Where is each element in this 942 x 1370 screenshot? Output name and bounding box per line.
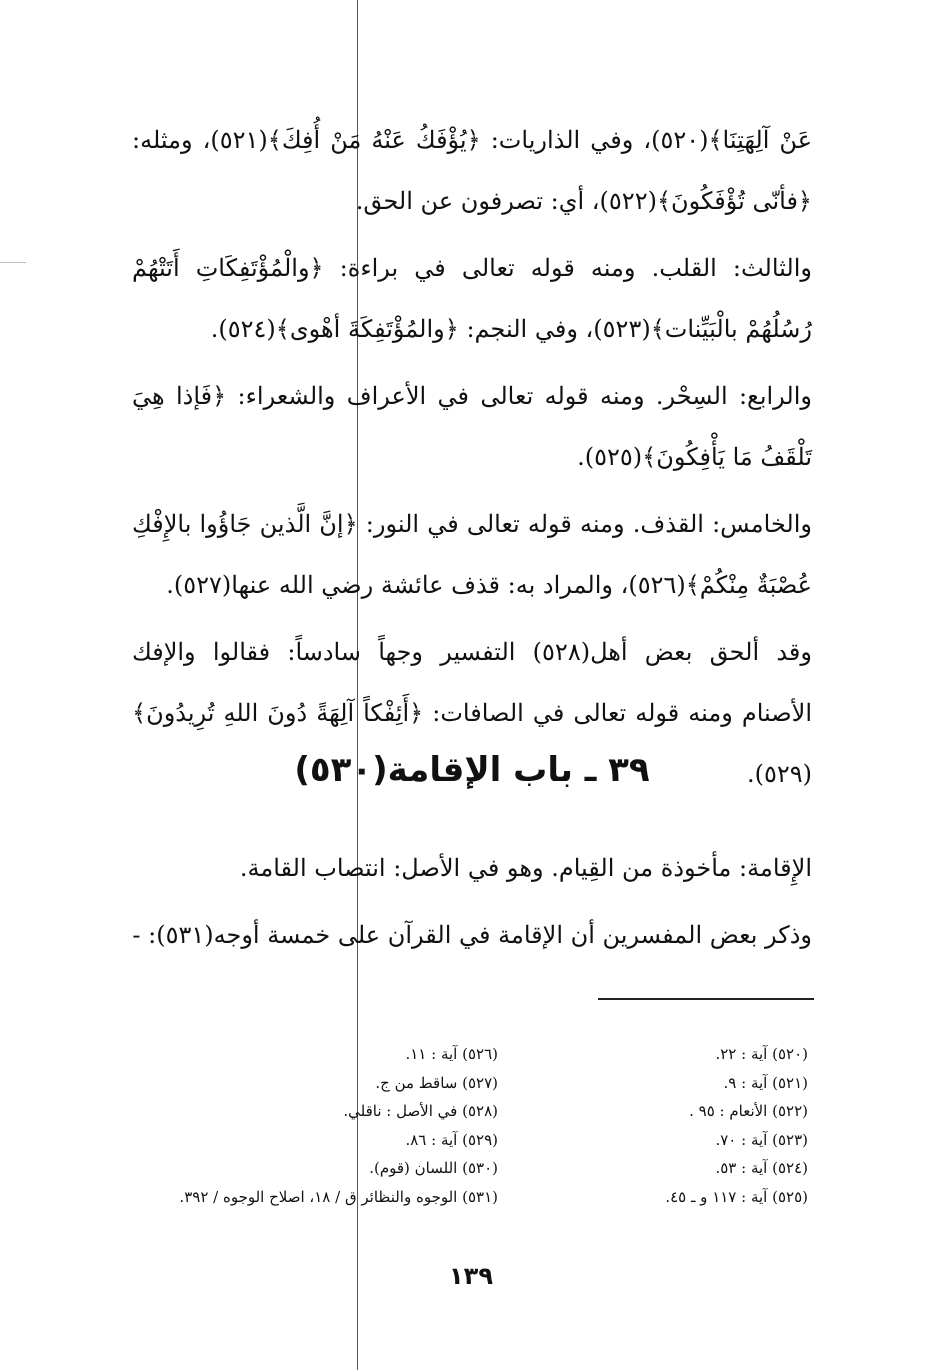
chapter-heading: ٣٩ ـ باب الإقامة(٥٣٠) (294, 750, 650, 790)
footnotes-right-column (540, 1040, 808, 1211)
paragraph-five-aspects: وذكر بعض المفسرين أن الإقامة في القرآن على خمسة أوجه(٥٣١): - (132, 921, 812, 949)
body-text-bottom (132, 838, 812, 972)
footnote-530: (٥٣٠) اللسان (قوم). (369, 1159, 498, 1177)
footnote-524: (٥٢٤) آية : ٥٣. (715, 1159, 808, 1177)
footnote-separator (598, 998, 814, 1000)
paragraph-aliha: عَنْ آلِهَتِنَا﴾(٥٢٠)، وفي الذاريات: ﴿يُؤْفَكُ عَنْهُ مَنْ أُفِكَ﴾(٥٢١)، ومثله: ﴿فأنّى تُؤْفَكُونَ﴾(٥٢٢)، أي: تصرفون عن الحق. (132, 126, 813, 215)
footnote-525: (٥٢٥) آية : ١١٧ و ـ ٤٥. (665, 1187, 808, 1206)
footnote-520: (٥٢٠) آية : ٢٢. (715, 1045, 808, 1063)
footnotes-left-column (110, 1040, 498, 1211)
footnote-521: (٥٢١) آية : ٩. (723, 1073, 808, 1092)
footnote-527: (٥٢٧) ساقط من ج. (375, 1073, 498, 1092)
footnote-529: (٥٢٩) آية : ٨٦. (405, 1130, 498, 1149)
paragraph-sixth-meaning: وقد ألحق بعض أهل(٥٢٨) التفسير وجهاً سادساً: فقالوا والإفك الأصنام ومنه قوله تعالى في الصافات: ﴿أَئِفْكاً آلِهَةً دُونَ اللهِ تُرِيدُونَ﴾(٥٢٩). (132, 638, 812, 788)
footnote-526: (٥٢٦) آية : ١١. (405, 1045, 498, 1063)
footnote-523: (٥٢٣) آية : ٧٠. (715, 1130, 808, 1149)
page-number: ١٣٩ (449, 1262, 493, 1290)
paragraph-fifth-meaning: والخامس: القذف. ومنه قوله تعالى في النور: ﴿إنَّ الَّذين جَاؤُوا بالإِفْكِ عُصْبَةٌ مِنْكُمْ﴾(٥٢٦)، والمراد به: قذف عائشة رضي الله عنها(٥٢٧). (132, 510, 813, 599)
body-text-top (132, 110, 812, 811)
paragraph-definition: الإِقامة: مأخوذة من القِيام. وهو في الأصل: انتصاب القامة. (239, 854, 812, 882)
margin-mark (0, 262, 26, 263)
paragraph-third-meaning: والثالث: القلب. ومنه قوله تعالى في براءة: ﴿والْمُؤْتَفِكَاتِ أَتَتْهُمْ رُسُلُهُمْ بالْبَيِّنات﴾(٥٢٣)، وفي النجم: ﴿والمُؤْتَفِكَةَ أهْوى﴾(٥٢٤). (132, 254, 812, 343)
footnote-531: (٥٣١) الوجوه والنظائر ق / ١٨، اصلاح الوجوه / ٣٩٢. (179, 1187, 498, 1206)
paragraph-fourth-meaning: والرابع: السِحْر. ومنه قوله تعالى في الأعراف والشعراء: ﴿فَإذا هِيَ تَلْقَفُ مَا يَأْفِكُونَ﴾(٥٢٥). (132, 382, 812, 471)
footnote-522: (٥٢٢) الأنعام : ٩٥ . (689, 1102, 808, 1120)
footnote-528: (٥٢٨) في الأصل : ناقلي. (343, 1102, 498, 1120)
